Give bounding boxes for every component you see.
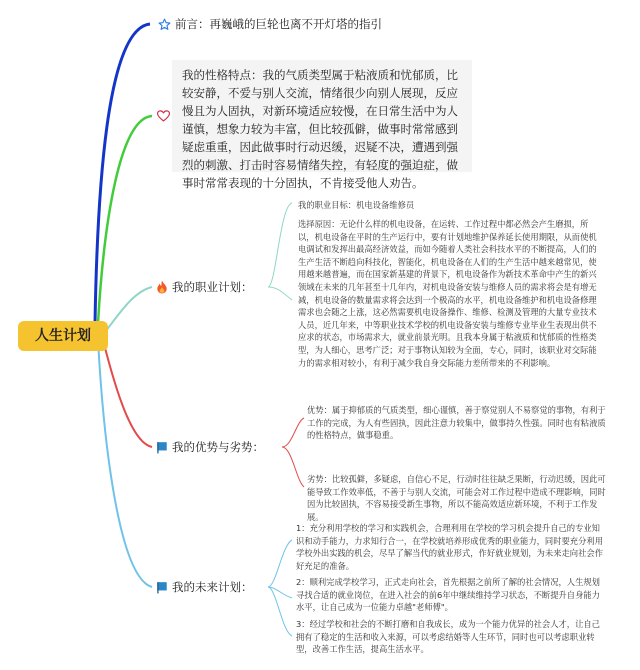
branch-line-future bbox=[98, 340, 152, 587]
flag-icon bbox=[156, 441, 168, 454]
branch-line-preface bbox=[95, 24, 150, 323]
branch-line-career bbox=[102, 287, 152, 336]
branch-line-personality bbox=[98, 116, 152, 323]
personality-node[interactable]: 我的性格特点：我的气质类型属于粘液质和忧郁质，比较安静，不爱与别人交流，情绪很少向别人展现，反应慢且为人固执，对新环境适应较慢，在日常生活中为人谨慎，想象力较为丰富，但比较孤僻，做事时常常感到疑虑重重，因此做事时行动迟缓，迟疑不决，遭遇到强烈的刺激、打击时容易情绪失控，有轻度的强迫症，做事时常常表现的十分固执，不肯接受他人劝告。 bbox=[172, 60, 472, 172]
heart-outline-icon bbox=[157, 110, 170, 122]
strengths-note: 优势：属于抑郁质的气质类型，细心谨慎，善于察觉别人不易察觉的事物，有利于工作的完成，为人有些固执，因此注意力较集中，做事持久性强。同时也有粘液质的性格特点，做事稳重。 bbox=[307, 405, 606, 441]
future-node[interactable] bbox=[156, 579, 253, 595]
career-reason: 选择原因：无论什么样的机电设备，在运转、工作过程中都必然会产生磨损，所以，机电设备在平时的生产运行中，要有计划地维护保养延长使用期限，从而使机电调试和发挥出最高经济效益，而如今随着人类社会科技水平的不断提高，人们的生产生活不断趋向科技化，智能化，机电设备在人们的生产生活中越来越常见，使用越来越普遍，而在国家新基建的背景下，机电设备作为新技术革命中产生的新兴领域在未来的几年甚至十几年内，对机电设备安装与维修人员的需求将会是有增无减，机电设备的数量需求将会达到一个极高的水平，机电设备维护和机电设备修理需求也会随之上涨，这必然需要机电设备操作、维修、检测及管理的大量专业技术人员，近几年来，中等职业技术学校的机电设备安装与维修专业毕业生表现出供不应求的状态，市场需求大，就业前景光明。且我本身属于粘液质和忧郁质的性格类型，为人细心，思考广泛；对于事物认知较为全面，专心，同时，该职业对交际能力的需求相对较小，有利于减少我自身交际能力差所带来的不利影响。 bbox=[298, 219, 597, 368]
career-goal: 我的职业目标：机电设备维修员 bbox=[298, 200, 415, 210]
future-label: 我的未来计划： bbox=[172, 580, 253, 594]
preface-text: 前言：再巍峨的巨轮也离不开灯塔的指引 bbox=[175, 17, 382, 31]
weaknesses-note: 劣势：比较孤僻，多疑虑，自信心不足，行动时往往缺乏果断，行动迟缓，因此可能导致工作效率低，不善于与别人交流，可能会对工作过程中造成不理影响，同时因为比较固执，不容易接受新生事物，所以不能高效适应新环境，不利于工作发展。 bbox=[307, 474, 606, 522]
swot-node[interactable] bbox=[156, 439, 264, 455]
star-outline-icon bbox=[158, 18, 171, 31]
future-plan-2: 2：顺利完成学校学习，正式走向社会，首先根据之前所了解的社会情况，人生规划寻找合适的就业岗位，在进入社会的前6年中继续维持学习状态，不断提升自身能力水平，让自己成为一位能力卓越"老师傅"。 bbox=[296, 577, 600, 613]
future-plan-3: 3：经过学校和社会的不断打磨和自我成长，成为一个能力优异的社会人才，让自己拥有了稳定的生活和收入来源，可以考虑结婚等人生环节，同时也可以考虑职业转型，改善工作生活，提高生活水平。 bbox=[296, 619, 600, 655]
career-node[interactable] bbox=[156, 279, 253, 295]
swot-label: 我的优势与劣势： bbox=[172, 440, 264, 454]
future-plan-1: 1：充分利用学校的学习和实践机会，合理利用在学校的学习机会提升自己的专业知识和动手能力，力求知行合一，在学校就培养形成优秀的职业能力，同时要充分利用学校外出实践的机会，尽早了解当代的就业形式，作好就业规划，为未来走向社会作好充足的准备。 bbox=[296, 523, 603, 571]
preface-node[interactable] bbox=[158, 16, 382, 32]
flag-icon bbox=[156, 581, 168, 594]
root-node[interactable]: 人生计划 bbox=[18, 321, 108, 351]
branch-line-swot bbox=[102, 336, 152, 447]
career-label: 我的职业计划： bbox=[172, 280, 253, 294]
fire-icon bbox=[156, 280, 168, 294]
